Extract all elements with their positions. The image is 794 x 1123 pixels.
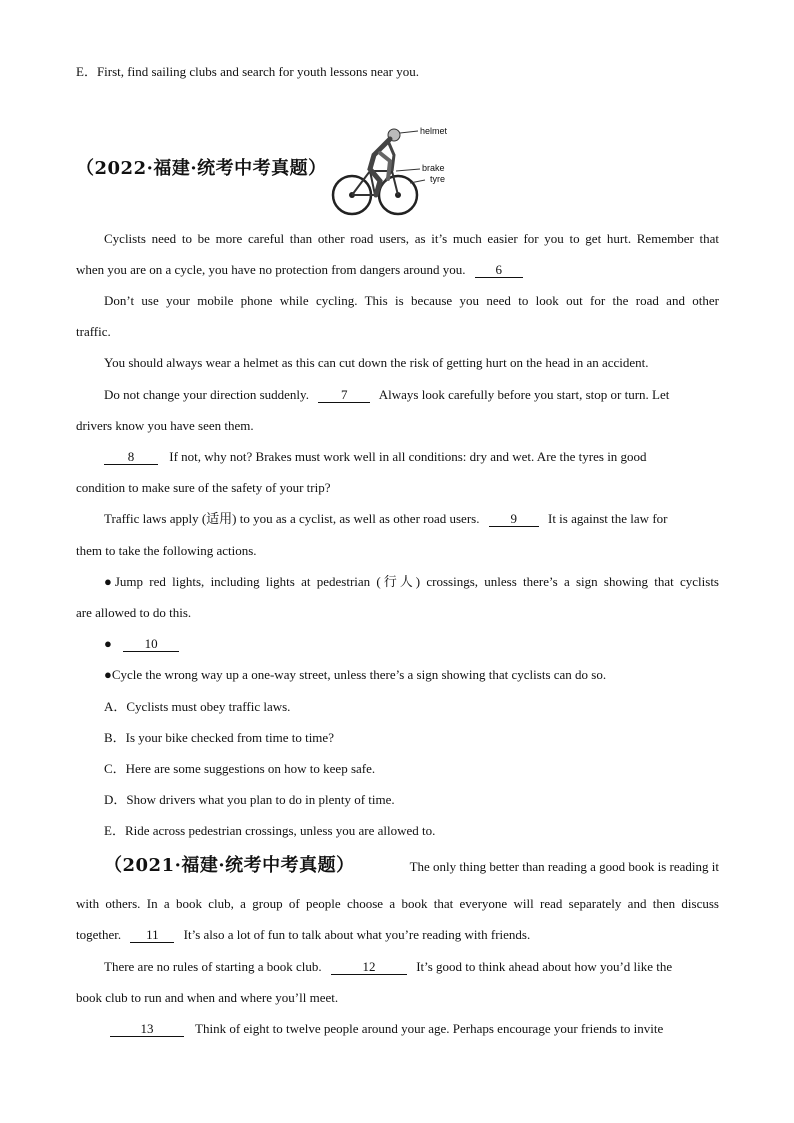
blank-12[interactable]: 12 bbox=[331, 959, 407, 975]
paragraph-line: You should always wear a helmet as this can cut down the risk of getting hurt on the head in an accident. bbox=[104, 355, 649, 370]
paragraph-line: 8 If not, why not? Brakes must work well in all conditions: dry and wet. Are the tyres in good bbox=[104, 448, 719, 466]
option-d[interactable]: D．Show drivers what you plan to do in plenty of time. bbox=[104, 792, 395, 807]
option-e-previous: E．First, find sailing clubs and search for youth lessons near you. bbox=[76, 64, 419, 79]
paragraph-line: together. 11 It’s also a lot of fun to talk about what you’re reading with friends. bbox=[76, 927, 531, 942]
paragraph-line: 13 Think of eight to twelve people around your age. Perhaps encourage your friends to invite bbox=[110, 1020, 719, 1038]
bullet-line: ●Jump red lights, including lights at pedestrian (行人) crossings, unless there’s a sign showing that cyclists bbox=[104, 574, 719, 589]
paragraph-line: condition to make sure of the safety of your trip? bbox=[76, 480, 331, 495]
blank-10[interactable]: 10 bbox=[123, 636, 179, 652]
bullet-line: are allowed to do this. bbox=[76, 605, 192, 620]
section-heading-2022: （2022·福建·统考中考真题） bbox=[76, 158, 327, 179]
paragraph-line: them to take the following actions. bbox=[76, 543, 257, 558]
option-e[interactable]: E．Ride across pedestrian crossings, unless you are allowed to. bbox=[104, 823, 436, 838]
paragraph-line: There are no rules of starting a book club. 12 It’s good to think ahead about how you’d like the bbox=[104, 959, 673, 974]
section-heading-2021: （2021·福建·统考中考真题） bbox=[104, 855, 355, 876]
blank-7[interactable]: 7 bbox=[318, 387, 370, 403]
blank-9[interactable]: 9 bbox=[489, 511, 539, 527]
blank-8[interactable]: 8 bbox=[104, 449, 158, 465]
paragraph-line: book club to run and when and where you’ll meet. bbox=[76, 990, 339, 1005]
blank-6[interactable]: 6 bbox=[475, 262, 523, 278]
paragraph-line: Traffic laws apply (适用) to you as a cyclist, as well as other road users. 9 It is against the law for bbox=[104, 511, 668, 526]
paragraph-line: Cyclists need to be more careful than other road users, as it’s much easier for you to get hurt. Remember that bbox=[104, 231, 719, 246]
figure-label-helmet: helmet bbox=[420, 126, 448, 136]
paragraph-line: Do not change your direction suddenly. 7 Always look carefully before you start, stop or turn. Let bbox=[104, 387, 670, 402]
option-b[interactable]: B．Is your bike checked from time to time? bbox=[104, 730, 334, 745]
bullet-line: ● 10 bbox=[104, 635, 719, 653]
paragraph-line: Don’t use your mobile phone while cycling. This is because you need to look out for the road and other bbox=[104, 293, 719, 308]
paragraph-line: drivers know you have seen them. bbox=[76, 418, 254, 433]
bullet-line: ●Cycle the wrong way up a one-way street, unless there’s a sign showing that cyclists can do so. bbox=[104, 667, 607, 682]
figure-label-brake: brake bbox=[422, 163, 445, 173]
option-c[interactable]: C．Here are some suggestions on how to keep safe. bbox=[104, 761, 376, 776]
paragraph-line: with others. In a book club, a group of people choose a book that everyone will read separately and then discuss bbox=[76, 896, 719, 911]
cyclist-figure bbox=[330, 125, 452, 217]
paragraph-line: traffic. bbox=[76, 324, 111, 339]
paragraph-line: when you are on a cycle, you have no protection from dangers around you. 6 bbox=[76, 261, 719, 279]
figure-label-tyre: tyre bbox=[430, 174, 446, 184]
option-a[interactable]: A．Cyclists must obey traffic laws. bbox=[104, 699, 291, 714]
blank-11[interactable]: 11 bbox=[130, 927, 174, 943]
paragraph-line: （2021·福建·统考中考真题） The only thing better than reading a good book is reading it bbox=[104, 855, 719, 876]
blank-13[interactable]: 13 bbox=[110, 1021, 184, 1037]
